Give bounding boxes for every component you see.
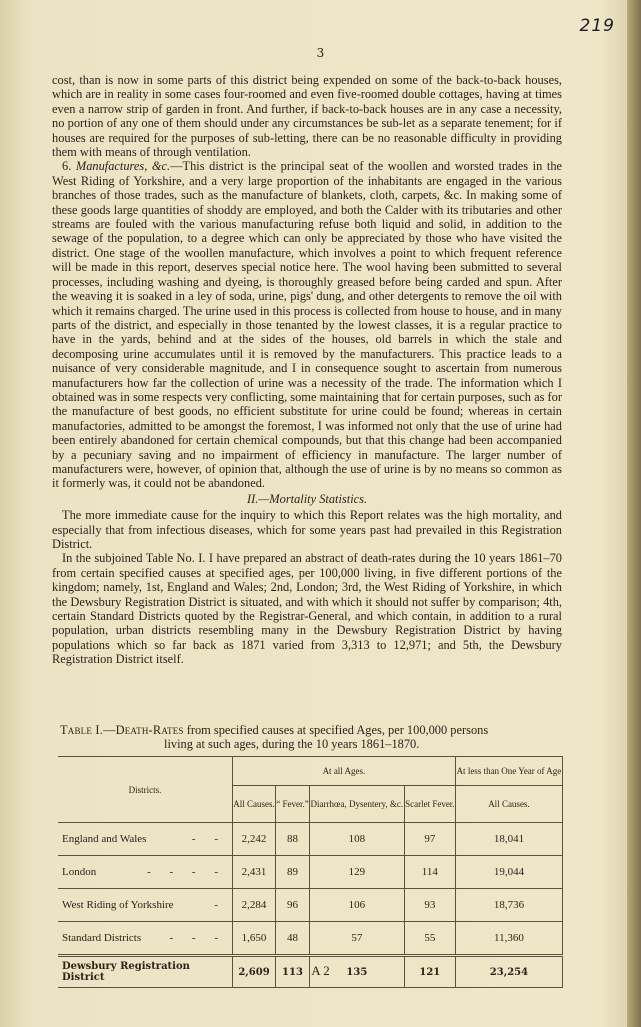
- header-diarrhoea: Diarrhœa, Dysentery, &c.: [309, 786, 404, 823]
- district-name: West Riding of Yorkshire: [62, 899, 174, 911]
- cell-all-causes: 2,284: [233, 889, 276, 922]
- district-name: London: [62, 866, 97, 878]
- table-caption-label: Table I.—Death-Rates: [60, 723, 184, 737]
- table-caption-line2: living at such ages, during the 10 years 1861–1870.: [164, 737, 420, 751]
- body-text: [52, 73, 562, 667]
- handwritten-page-number: 219: [579, 16, 615, 36]
- header-fever: “ Fever.”: [276, 786, 310, 823]
- signature-mark: A 2: [311, 963, 330, 978]
- table-row: [58, 856, 563, 889]
- cell-fever: 88: [276, 823, 310, 856]
- cell-infant-all-causes: 18,041: [455, 823, 562, 856]
- cell-scarlet-fever: 93: [404, 889, 455, 922]
- cell-fever: 113: [276, 956, 310, 988]
- cell-fever: 89: [276, 856, 310, 889]
- death-rates-table: [58, 756, 563, 988]
- cell-infant-all-causes: 18,736: [455, 889, 562, 922]
- cell-diarrhoea: 108: [309, 823, 404, 856]
- paragraph-cause-of-inquiry: The more immediate cause for the inquiry to which this Report relates was the high mortality, and especially that from infectious diseases, which for some years past had prevailed in this Registration District.: [52, 508, 562, 551]
- book-spine-edge: [627, 0, 641, 1027]
- leader-dots: -: [214, 899, 226, 911]
- leader-dots: - -: [191, 833, 226, 845]
- cell-scarlet-fever: 121: [404, 956, 455, 988]
- cell-infant-all-causes: 23,254: [455, 956, 562, 988]
- paragraph-manufactures: 6. Manufactures, &c.—This district is the principal seat of the woollen and worsted trades in the West Riding of Yorkshire, and a very large proportion of the inhabitants are engaged in the various branches of those trades, such as the manufacture of blankets, cloth, carpets, &c. In making some of these goods large quantities of shoddy are employed, and both the Calder with its tributaries and other streams are fouled with the various manufacturing refuse both liquid and solid, in addition to the sewage of the population, to a degree which can only be appreciated by those who have visited the district. One stage of the woollen manufacture, which involves a point to which frequent reference will be made in this report, deserves special notice here. The wool having been submitted to several processes, including washing and dyeing, is thoroughly greased before being carded and spun. After the weaving it is soaked in a ley of soda, urine, pigs' dung, and other detergents to remove the oil with which it remains charged. The urine used in this process is collected from house to house, and in many parts of the district, and especially in those tenanted by the lowest classes, it is a regular practice to have in the yards, behind and at the sides of the houses, old barrels in which the stale and decomposing urine accumulates until it is removed by the manufacturers. This practice leads to a nuisance of very considerable magnitude, and I in consequence sought to ascertain from numerous manufacturers how far the collection of urine was a necessity of the trade. The information which I obtained was in some respects very conflicting, some maintaining that for certain purposes, such as for the manufacture of best goods, no efficient substitute for urine could be found; whereas in certain manufactories, admitted to be amongst the foremost, I was informed not only that the use of urine had been entirely abandoned for certain chemical compounds, but that this change had been accompanied by a pecuniary saving and no impairment of efficiency in manufacture. The larger number of manufacturers were, however, of opinion that, although the use of urine is by no means so common as it formerly was, it could not be abandoned.: [52, 159, 563, 491]
- table-row: [58, 922, 563, 956]
- cell-fever: 96: [276, 889, 310, 922]
- table-caption: [60, 723, 560, 751]
- district-name: England and Wales: [62, 833, 147, 845]
- cell-all-causes: 1,650: [233, 922, 276, 956]
- cell-diarrhoea: 135: [309, 956, 404, 988]
- header-under-one-year: At less than One Year of Age: [455, 757, 562, 786]
- table-caption-text: from specified causes at specified Ages, per 100,000 persons: [186, 723, 489, 737]
- table-row: [58, 823, 563, 856]
- header-all-ages: At all Ages.: [233, 757, 456, 786]
- cell-fever: 48: [276, 922, 310, 956]
- cell-diarrhoea: 106: [309, 889, 404, 922]
- cell-scarlet-fever: 97: [404, 823, 455, 856]
- paragraph-table-intro: In the subjoined Table No. I. I have prepared an abstract of death-rates during the 10 years 1861–70 from certain specified causes at specified ages, per 100,000 living, in five different portions of the kingdom; namely, 1st, England and Wales; 2nd, London; 3rd, the West Riding of Yorkshire, in which the Dewsbury Registration District is situated, and with which it should not suffer by comparison; 4th, certain Standard Districts quoted by the Registrar-General, and which contain, in addition to a rural population, urban districts resembling many in the Dewsbury Registration District by having populations which so far back as 1871 varied from 3,313 to 12,971; and 5th, the Dewsbury Registration District itself.: [52, 551, 562, 667]
- table-row: [58, 889, 563, 922]
- cell-all-causes: 2,242: [233, 823, 276, 856]
- cell-scarlet-fever: 114: [404, 856, 455, 889]
- section-heading-mortality: II.—Mortality Statistics.: [246, 491, 368, 506]
- leader-dots: - - -: [169, 932, 226, 944]
- cell-all-causes: 2,609: [233, 956, 276, 988]
- table-header-row-1: [58, 757, 563, 786]
- header-all-causes: All Causes.: [233, 786, 276, 823]
- cell-all-causes: 2,431: [233, 856, 276, 889]
- manufactures-lead-in: Manufactures, &c.: [75, 159, 171, 174]
- cell-infant-all-causes: 19,044: [455, 856, 562, 889]
- district-name: Dewsbury Registration District: [62, 961, 190, 983]
- paragraph-back-to-back: cost, than is now in some parts of this district being expended on some of the back-to-back houses, which are in reality in some cases four-roomed and even five-roomed double cottages, having at times even a narrow strip of garden in front. And further, if back-to-back houses are in any case a necessity, no portion of any one of them should under any circumstances be sub-let as a separate tenement; for if houses are required for the purposes of sub-letting, there can be no reasonable difficulty in providing them with means of through ventilation.: [52, 73, 562, 160]
- cell-scarlet-fever: 55: [404, 922, 455, 956]
- header-all-causes-infant: All Causes.: [455, 786, 562, 823]
- cell-diarrhoea: 57: [309, 922, 404, 956]
- page-number: 3: [316, 46, 325, 60]
- cell-infant-all-causes: 11,360: [455, 922, 562, 956]
- leader-dots: - - - -: [147, 866, 226, 878]
- header-scarlet-fever: Scarlet Fever.: [404, 786, 455, 823]
- district-name: Standard Districts: [62, 932, 142, 944]
- cell-diarrhoea: 129: [309, 856, 404, 889]
- header-districts: Districts.: [58, 757, 233, 823]
